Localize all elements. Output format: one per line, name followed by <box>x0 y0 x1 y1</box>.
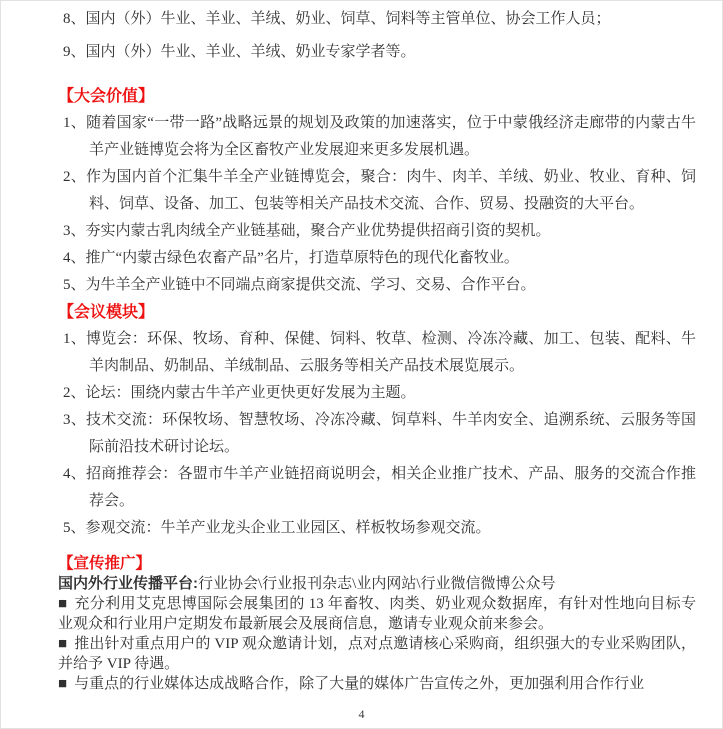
bullet-square-icon: ■ <box>58 676 68 692</box>
item-text: 夯实内蒙古乳肉绒全产业链基础，聚合产业优势提供招商引资的契机。 <box>85 223 551 239</box>
promo-bullets <box>58 594 696 694</box>
list-item <box>63 515 696 542</box>
list-item <box>63 218 696 245</box>
list-item <box>63 164 696 218</box>
item-number: 8、 <box>63 11 86 27</box>
item-text: 推广“内蒙古绿色农畜产品”名片，打造草原特色的现代化畜牧业。 <box>85 250 519 266</box>
item-number: 3、 <box>63 412 87 428</box>
section-heading: 【大会价值】 <box>58 88 155 105</box>
promo-platform-value: 行业协会\行业报刊杂志\业内网站\行业微信微博公众号 <box>198 576 556 592</box>
item-number: 4、 <box>63 250 86 266</box>
item-text: 招商推荐会：各盟市牛羊产业链招商说明会，相关企业推广技术、产品、服务的交流合作推荐会。 <box>86 466 696 509</box>
list-item <box>63 407 696 461</box>
list-item <box>63 272 696 299</box>
bullet-text: 推出针对重点用户的 VIP 观众邀请计划，点对点邀请核心采购商，组织强大的专业采购团队，并给予 VIP 待遇。 <box>58 636 696 672</box>
item-text: 论坛：围绕内蒙古牛羊产业更快更好发展为主题。 <box>85 385 416 401</box>
item-number: 1、 <box>63 331 87 347</box>
bullet-item <box>58 594 696 634</box>
item-number: 2、 <box>63 385 86 401</box>
item-text: 为牛羊全产业链中不同端点商家提供交流、学习、交易、合作平台。 <box>85 277 536 293</box>
section-gap <box>58 69 696 83</box>
promo-section <box>58 554 696 694</box>
item-text: 技术交流：环保牧场、智慧牧场、冷冻冷藏、饲草料、牛羊肉安全、追溯系统、云服务等国际前沿技术研讨论坛。 <box>86 412 696 455</box>
promo-platform-label: 国内外行业传播平台: <box>58 575 198 592</box>
bullet-item <box>58 634 696 674</box>
sections <box>58 83 696 542</box>
page-content <box>1 1 722 694</box>
item-text: 随着国家“一带一路”战略远景的规划及政策的加速落实，位于中蒙俄经济走廊带的内蒙古牛羊产业链博览会将为全区畜牧产业发展迎来更多发展机遇。 <box>86 115 696 158</box>
list-item <box>63 36 696 69</box>
list-item <box>63 245 696 272</box>
bullet-text: 充分利用艾克思博国际会展集团的 13 年畜牧、肉类、奶业观众数据库，有针对性地向目标专业观众和行业用户定期发布最新展会及展商信息，邀请专业观众前来参会。 <box>58 596 696 632</box>
bullet-square-icon: ■ <box>58 596 68 612</box>
intro-list <box>58 3 696 69</box>
bullet-square-icon: ■ <box>58 636 68 652</box>
promo-heading: 【宣传推广】 <box>58 555 152 572</box>
item-text: 国内（外）牛业、羊业、羊绒、奶业、饲草、饲料等主管单位、协会工作人员； <box>85 11 611 27</box>
promo-platform-line <box>58 574 696 594</box>
page-number: 4 <box>358 707 365 721</box>
item-number: 4、 <box>63 466 87 482</box>
list-item <box>63 3 696 36</box>
item-number: 9、 <box>63 44 86 60</box>
list-item <box>63 380 696 407</box>
item-number: 5、 <box>63 520 86 536</box>
item-number: 1、 <box>63 115 87 131</box>
list-item <box>63 110 696 164</box>
item-text: 国内（外）牛业、羊业、羊绒、奶业专家学者等。 <box>85 44 416 60</box>
section-heading: 【会议模块】 <box>58 304 155 321</box>
list-item <box>63 326 696 380</box>
item-text: 博览会：环保、牧场、育种、保健、饲料、牧草、检测、冷冻冷藏、加工、包装、配料、牛羊肉制品、奶制品、羊绒制品、云服务等相关产品技术展览展示。 <box>86 331 696 374</box>
item-text: 参观交流：牛羊产业龙头企业工业园区、样板牧场参观交流。 <box>85 520 491 536</box>
bullet-item <box>58 674 696 694</box>
list-item <box>63 461 696 515</box>
section-gap <box>58 542 696 554</box>
bullet-text: 与重点的行业媒体达成战略合作，除了大量的媒体广告宣传之外，更加强利用合作行业 <box>74 676 645 692</box>
item-text: 作为国内首个汇集牛羊全产业链博览会，聚合：肉牛、肉羊、羊绒、奶业、牧业、育种、饲料、饲草、设备、加工、包装等相关产品技术交流、合作、贸易、投融资的大平台。 <box>86 169 696 212</box>
item-number: 3、 <box>63 223 86 239</box>
item-number: 2、 <box>63 169 87 185</box>
item-number: 5、 <box>63 277 86 293</box>
